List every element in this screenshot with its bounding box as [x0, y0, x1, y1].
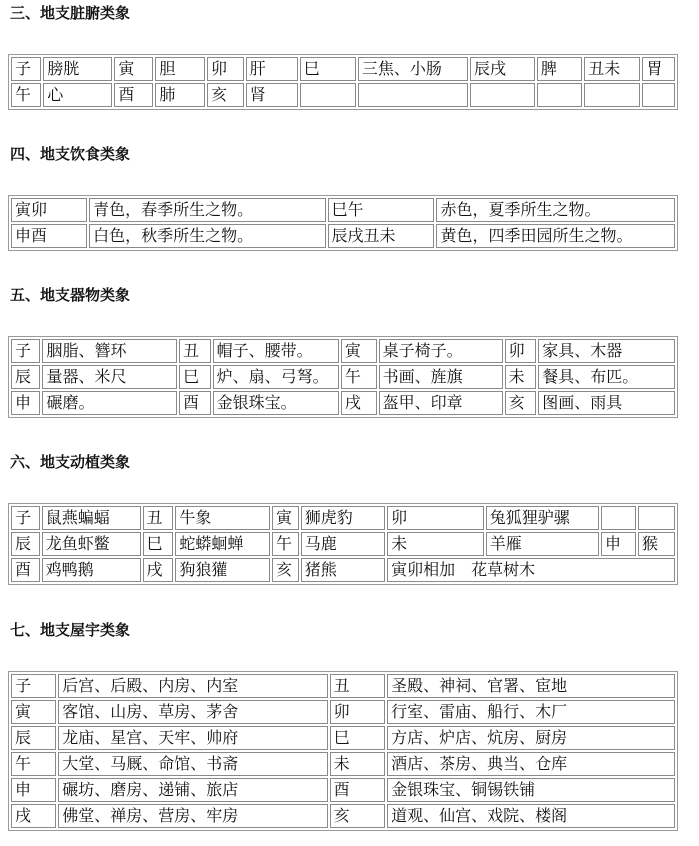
table-cell: 猴 [638, 532, 675, 556]
table-cell: 肺 [155, 83, 205, 107]
table-cell: 午 [11, 752, 56, 776]
table-cell: 酉 [114, 83, 153, 107]
table-cell: 戌 [143, 558, 174, 582]
table-cell: 量器、米尺 [42, 365, 177, 389]
table-cell: 金银珠宝、铜锡铁铺 [387, 778, 675, 802]
table-cell [642, 83, 675, 107]
table-cell: 后宫、后殿、内房、内室 [58, 674, 327, 698]
table-row [11, 778, 675, 802]
table-cell: 碾磨。 [42, 391, 177, 415]
yinshi-table [8, 195, 678, 251]
table-cell: 子 [11, 506, 40, 530]
table-cell: 寅 [114, 57, 153, 81]
table-cell: 行室、雷庙、船行、木厂 [387, 700, 675, 724]
table-row [11, 804, 675, 828]
table-cell: 餐具、布匹。 [538, 365, 675, 389]
table-cell: 大堂、马厩、命馆、书斋 [58, 752, 327, 776]
wuyu-table [8, 671, 678, 831]
table-cell: 戌 [11, 804, 56, 828]
table-row [11, 391, 675, 415]
table-cell: 未 [505, 365, 537, 389]
table-cell: 丑未 [584, 57, 640, 81]
table-cell: 午 [341, 365, 377, 389]
table-cell: 卯 [330, 700, 386, 724]
table-row [11, 224, 675, 248]
table-cell: 鼠燕蝙蝠 [42, 506, 141, 530]
table-row [11, 726, 675, 750]
table-cell: 戌 [341, 391, 377, 415]
table-cell: 辰 [11, 365, 40, 389]
table-cell: 酉 [179, 391, 211, 415]
table-cell: 巳 [330, 726, 386, 750]
table-cell: 胆 [155, 57, 205, 81]
table-cell: 寅 [341, 339, 377, 363]
table-cell: 亥 [330, 804, 386, 828]
table-cell: 方店、炉店、炕房、厨房 [387, 726, 675, 750]
table-cell: 肾 [246, 83, 298, 107]
table-cell: 脾 [537, 57, 582, 81]
table-cell: 申 [11, 778, 56, 802]
table-cell: 未 [330, 752, 386, 776]
table-cell: 狮虎豹 [301, 506, 385, 530]
table-cell: 胭脂、簪环 [42, 339, 177, 363]
table-cell: 申 [601, 532, 636, 556]
table-cell: 碾坊、磨房、递铺、旅店 [58, 778, 327, 802]
table-cell: 酉 [330, 778, 386, 802]
table-row [11, 752, 675, 776]
table-cell: 心 [43, 83, 112, 107]
table-cell: 辰 [11, 726, 56, 750]
table-cell: 卯 [207, 57, 244, 81]
table-cell: 牛象 [175, 506, 270, 530]
table-cell: 申酉 [11, 224, 87, 248]
table-cell: 丑 [143, 506, 174, 530]
table-cell: 寅 [272, 506, 299, 530]
table-cell: 道观、仙宫、戏院、楼阁 [387, 804, 675, 828]
table-cell: 寅 [11, 700, 56, 724]
table-cell: 酉 [11, 558, 40, 582]
table-cell [601, 506, 636, 530]
table-cell: 盔甲、印章 [379, 391, 503, 415]
table-cell: 午 [11, 83, 41, 107]
table-cell: 图画、雨具 [538, 391, 675, 415]
section-heading-qiwu: 五、地支器物类象 [10, 286, 131, 304]
table-cell: 佛堂、禅房、营房、牢房 [58, 804, 327, 828]
table-cell: 辰 [11, 532, 40, 556]
table-cell: 羊雁 [486, 532, 599, 556]
table-cell [470, 83, 535, 107]
table-cell [358, 83, 468, 107]
table-cell: 青色，春季所生之物。 [89, 198, 325, 222]
table-cell: 龙鱼虾鳖 [42, 532, 141, 556]
table-cell: 帽子、腰带。 [213, 339, 339, 363]
table-row [11, 57, 675, 81]
zangfu-table [8, 54, 678, 110]
qiwu-table [8, 336, 678, 418]
table-row [11, 365, 675, 389]
section-heading-zangfu: 三、地支脏腑类象 [10, 4, 131, 22]
table-cell: 巳 [300, 57, 356, 81]
table-cell: 卯 [387, 506, 484, 530]
section-heading-wuyu: 七、地支屋宇类象 [10, 621, 131, 639]
table-cell: 丑 [179, 339, 211, 363]
table-row [11, 674, 675, 698]
table-cell: 书画、旌旗 [379, 365, 503, 389]
table-cell: 鸡鸭鹅 [42, 558, 141, 582]
table-cell: 卯 [505, 339, 537, 363]
table-cell: 午 [272, 532, 299, 556]
table-cell: 三焦、小肠 [358, 57, 468, 81]
table-cell: 子 [11, 57, 41, 81]
table-cell: 膀胱 [43, 57, 112, 81]
table-cell: 巳 [179, 365, 211, 389]
table-cell: 酒店、茶房、典当、仓库 [387, 752, 675, 776]
table-row [11, 558, 675, 582]
table-cell: 赤色，夏季所生之物。 [436, 198, 675, 222]
dongzhi-table [8, 503, 678, 585]
table-cell: 未 [387, 532, 484, 556]
table-cell: 圣殿、神祠、官署、宦地 [387, 674, 675, 698]
section-heading-dongzhi: 六、地支动植类象 [10, 453, 131, 471]
table-row [11, 339, 675, 363]
table-cell: 桌子椅子。 [379, 339, 503, 363]
table-cell: 巳午 [328, 198, 435, 222]
table-cell: 亥 [207, 83, 244, 107]
table-cell: 寅卯 [11, 198, 87, 222]
table-cell: 马鹿 [301, 532, 385, 556]
table-cell: 金银珠宝。 [213, 391, 339, 415]
table-row [11, 700, 675, 724]
table-cell: 子 [11, 339, 40, 363]
table-cell: 猪熊 [301, 558, 385, 582]
table-cell: 炉、扇、弓弩。 [213, 365, 339, 389]
table-cell: 龙庙、星宫、天牢、帅府 [58, 726, 327, 750]
table-row [11, 506, 675, 530]
table-row [11, 532, 675, 556]
table-cell: 客馆、山房、草房、茅舍 [58, 700, 327, 724]
section-heading-yinshi: 四、地支饮食类象 [10, 145, 131, 163]
table-row [11, 198, 675, 222]
table-cell [638, 506, 675, 530]
table-cell: 胃 [642, 57, 675, 81]
table-row [11, 83, 675, 107]
table-cell [300, 83, 356, 107]
table-cell: 亥 [272, 558, 299, 582]
table-cell: 黄色，四季田园所生之物。 [436, 224, 675, 248]
table-cell: 申 [11, 391, 40, 415]
table-cell: 家具、木器 [538, 339, 675, 363]
table-cell: 亥 [505, 391, 537, 415]
table-cell: 子 [11, 674, 56, 698]
table-cell: 肝 [246, 57, 298, 81]
table-cell: 寅卯相加 花草树木 [387, 558, 675, 582]
table-cell: 狗狼獾 [175, 558, 270, 582]
table-cell: 辰戌 [470, 57, 535, 81]
table-cell: 蛇蟒蛔蝉 [175, 532, 270, 556]
table-cell: 丑 [330, 674, 386, 698]
table-cell [584, 83, 640, 107]
table-cell: 兔狐狸驴骡 [486, 506, 599, 530]
table-cell: 巳 [143, 532, 174, 556]
table-cell [537, 83, 582, 107]
table-cell: 辰戌丑未 [328, 224, 435, 248]
table-cell: 白色，秋季所生之物。 [89, 224, 325, 248]
